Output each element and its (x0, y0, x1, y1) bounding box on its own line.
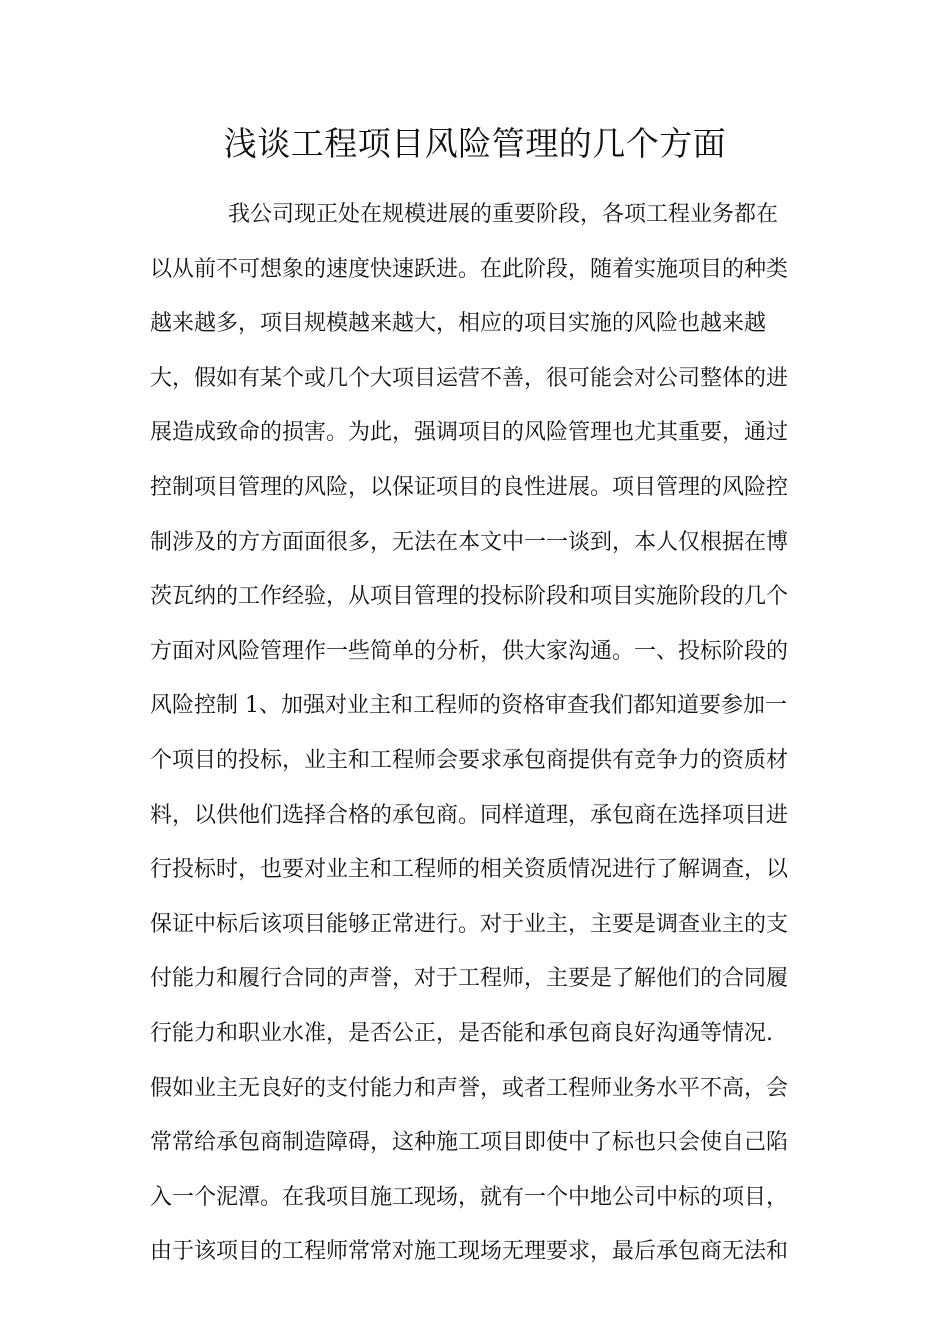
body-line: 方面对风险管理作一些简单的分析，供大家沟通。一、投标阶段的 (150, 638, 789, 664)
page-title: 浅谈工程项目风险管理的几个方面 (223, 124, 727, 163)
body-line: 个项目的投标，业主和工程师会要求承包商提供有竞争力的资质材 (150, 747, 789, 773)
body-line: 我公司现正处在规模进展的重要阶段，各项工程业务都在 (228, 202, 779, 227)
body-line: 付能力和履行合同的声誉，对于工程师，主要是了解他们的合同履 (150, 966, 789, 992)
body-line: 制涉及的方方面面很多，无法在本文中一一谈到，本人仅根据在博 (150, 529, 789, 555)
body-line: 假如业主无良好的支付能力和声誉，或者工程师业务水平不高，会 (150, 1075, 789, 1101)
body-line: 行能力和职业水准，是否公正，是否能和承包商良好沟通等情况. (150, 1020, 773, 1046)
body-line: 茨瓦纳的工作经验，从项目管理的投标阶段和项目实施阶段的几个 (150, 584, 789, 610)
body-line: 常常给承包商制造障碍，这种施工项目即使中了标也只会使自己陷 (150, 1130, 789, 1156)
body-line: 由于该项目的工程师常常对施工现场无理要求，最后承包商无法和 (150, 1239, 789, 1265)
body-line: 料，以供他们选择合格的承包商。同样道理，承包商在选择项目进 (150, 802, 789, 828)
body-line: 保证中标后该项目能够正常进行。对于业主，主要是调查业主的支 (150, 911, 789, 937)
body-line: 控制项目管理的风险，以保证项目的良性进展。项目管理的风险控 (150, 474, 789, 500)
body-line: 以从前不可想象的速度快速跃进。在此阶段，随着实施项目的种类 (150, 256, 789, 282)
body-line: 展造成致命的损害。为此，强调项目的风险管理也尤其重要，通过 (150, 420, 789, 446)
body-text (150, 188, 800, 1280)
body-line: 风险控制 1、加强对业主和工程师的资格审查我们都知道要参加一 (150, 693, 787, 719)
body-line: 越来越多，项目规模越来越大，相应的项目实施的风险也越来越 (150, 311, 767, 337)
body-line: 大，假如有某个或几个大项目运营不善，很可能会对公司整体的进 (150, 365, 789, 391)
body-line: 行投标时，也要对业主和工程师的相关资质情况进行了解调查，以 (150, 857, 789, 883)
body-line: 入一个泥潭。在我项目施工现场，就有一个中地公司中标的项目， (150, 1184, 789, 1210)
